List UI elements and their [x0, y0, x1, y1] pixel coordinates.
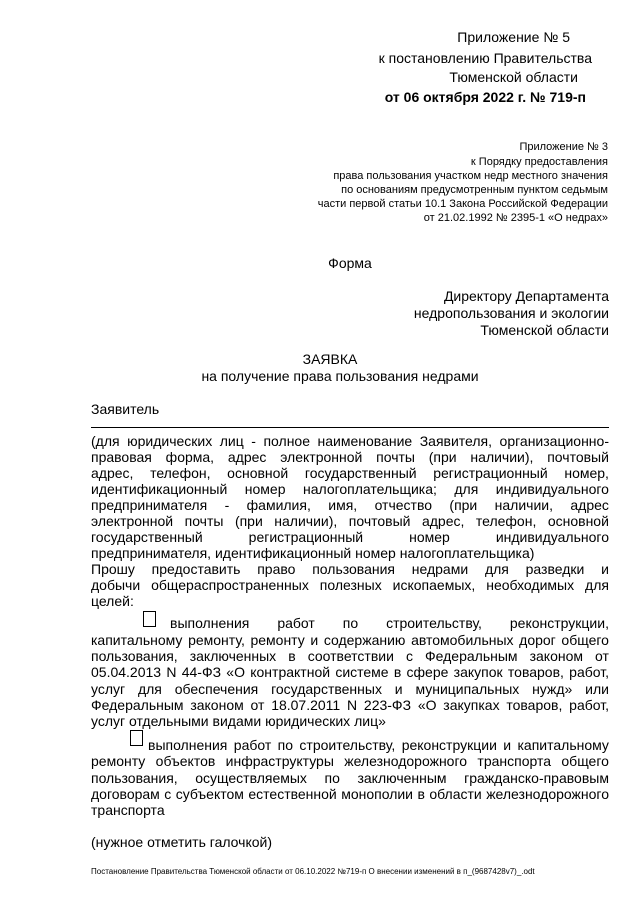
appendix3-line: от 21.02.1992 № 2395-1 «О недрах» — [423, 212, 608, 224]
word: законом — [190, 696, 244, 713]
word: по — [324, 769, 340, 786]
word: индивидуального — [495, 481, 609, 497]
text-line — [91, 561, 609, 577]
text-line — [91, 632, 609, 648]
word: нужд» — [532, 680, 573, 697]
word: отчество — [374, 497, 433, 513]
text-line — [91, 529, 609, 545]
word: услуг — [91, 680, 126, 697]
word: наименование — [317, 433, 413, 449]
word: заключенным — [357, 769, 447, 786]
text-line — [91, 681, 609, 697]
word: в — [417, 786, 425, 802]
word: пользования — [312, 561, 395, 577]
word: адрес — [570, 497, 609, 513]
text-line — [91, 577, 609, 593]
word: субъектом — [175, 786, 244, 802]
word: наличии, — [494, 497, 553, 513]
word: осуществляемых — [195, 769, 307, 786]
word: «О — [417, 696, 437, 713]
word: монополии — [341, 786, 414, 802]
footer-text: Постановление Правительства Тюменской области от 06.10.2022 №719-п О внесении изменений в п_(9687428v7)_.odt — [91, 867, 535, 876]
appendix3-line: по основаниям предусмотренным пунктом седьмым — [341, 184, 608, 196]
word: закупок — [453, 664, 503, 681]
word: капитальному — [517, 737, 609, 753]
word: содержанию — [323, 632, 406, 648]
word: основной — [227, 465, 289, 481]
word: товаров, — [507, 664, 564, 681]
word: разведки — [525, 561, 585, 577]
word: - — [251, 433, 256, 449]
word: закупках — [443, 696, 500, 713]
request-last: целей: — [91, 593, 134, 609]
word: реконструкции, — [509, 615, 609, 631]
word: по — [342, 615, 359, 631]
word: ремонту, — [188, 632, 245, 648]
word: наличии), — [470, 449, 534, 465]
word: строительству, — [386, 615, 482, 631]
word: капитальному — [91, 632, 183, 648]
word: адрес, — [421, 513, 465, 529]
word: обеспечения — [174, 680, 259, 697]
word: выполнения — [170, 615, 250, 631]
text-line — [91, 786, 609, 803]
appendix5-line4: от 06 октября 2022 г. № 719-п — [384, 89, 586, 105]
word: государственный — [91, 529, 203, 545]
word: номер — [409, 529, 450, 545]
word: наличии), — [274, 513, 338, 529]
word: реконструкции — [401, 737, 497, 753]
applicant-label: Заявитель — [91, 401, 160, 417]
text-line — [91, 697, 609, 713]
word: юридических — [127, 433, 213, 449]
word: естественной — [248, 786, 337, 802]
word: (при — [234, 513, 263, 529]
word: с — [164, 786, 172, 802]
word: номер, — [564, 465, 609, 481]
word: ископаемых, — [392, 577, 476, 593]
text-line — [91, 648, 609, 664]
word: муниципальных — [415, 680, 520, 697]
word: области — [429, 786, 482, 802]
word: полезных — [319, 577, 382, 593]
option2-checkbox[interactable] — [130, 730, 143, 746]
word: почтовый — [348, 513, 411, 529]
word: Федеральным — [425, 648, 518, 665]
addressee-line: Директору Департамента — [443, 288, 609, 304]
appendix3-line: части первой статьи 10.1 Закона Российской Федерации — [317, 198, 608, 210]
form-label: Форма — [328, 255, 372, 271]
word: работ — [233, 737, 272, 753]
word: электронной — [280, 449, 363, 465]
word: регистрационный — [248, 529, 364, 545]
text-line — [91, 481, 609, 497]
addressee-line: Тюменской области — [480, 322, 609, 338]
word: и — [394, 680, 403, 697]
check-note: (нужное отметить галочкой) — [91, 834, 273, 850]
word: фамилия, — [246, 497, 311, 513]
word: и — [503, 737, 512, 753]
word: контрактной — [250, 664, 331, 681]
word: железнодорожного — [344, 753, 468, 769]
text-line — [91, 465, 609, 481]
word: выполнения — [148, 737, 228, 753]
word: организационно- — [499, 433, 609, 449]
addressee — [380, 287, 609, 347]
word: 18.07.2011 — [271, 696, 341, 713]
word: право — [257, 561, 296, 577]
text-line — [91, 433, 609, 449]
word: работ — [277, 615, 315, 631]
applicant-input-line[interactable] — [91, 427, 609, 428]
word: налогоплательщика; — [302, 481, 437, 497]
appendix5-line2: к постановлению Правительства — [378, 50, 592, 66]
word: почты — [376, 449, 415, 465]
word: 44-ФЗ — [181, 664, 222, 681]
word: от — [250, 696, 265, 713]
word: адрес — [227, 449, 267, 465]
word: строительству, — [299, 737, 396, 753]
word: и — [601, 561, 609, 577]
word: заключенных — [189, 648, 277, 665]
word: работ, — [569, 696, 609, 713]
word: в — [288, 648, 296, 665]
text-line — [91, 664, 609, 680]
word: транспорта — [477, 753, 552, 769]
document-title: ЗАЯВКА — [302, 351, 358, 367]
text-line — [91, 770, 609, 787]
word: Прошу — [91, 561, 135, 577]
word: «О — [226, 664, 245, 681]
text-line — [91, 753, 609, 770]
word: объектов — [155, 753, 216, 769]
word: инфраструктуры — [225, 753, 334, 769]
word: автомобильных — [411, 632, 514, 648]
word: общего — [561, 753, 609, 769]
text-line — [91, 513, 609, 529]
word: для — [454, 481, 479, 497]
word: Федеральным — [91, 696, 184, 713]
word: законом — [529, 648, 583, 665]
word: правовая — [91, 449, 152, 465]
word: (при — [428, 449, 457, 465]
word: сфере — [406, 664, 449, 681]
word: или — [585, 680, 609, 697]
word: ремонту — [91, 753, 146, 769]
word: почты — [184, 513, 224, 529]
appendix3-header — [250, 140, 608, 230]
word: (при — [449, 497, 478, 513]
word: почтовый — [547, 449, 609, 465]
word: товаров, — [506, 696, 563, 713]
word: государственный — [304, 465, 417, 481]
word: железнодорожного — [486, 786, 609, 802]
word: телефон, — [150, 465, 211, 481]
word: имя, — [328, 497, 358, 513]
word: договорам — [91, 786, 160, 802]
word: государственных — [271, 680, 382, 697]
word: форма, — [165, 449, 215, 465]
word: номер — [244, 481, 286, 497]
word: и — [310, 632, 319, 648]
option2-first-line — [148, 737, 609, 754]
word: N — [166, 664, 177, 681]
word: 223-ФЗ — [363, 696, 412, 713]
text-line — [91, 497, 609, 513]
word: адрес, — [91, 465, 134, 481]
word: работ, — [569, 664, 609, 681]
word: пользования, — [91, 648, 178, 665]
word: для — [484, 561, 509, 577]
option1-checkbox[interactable] — [143, 611, 156, 627]
word: Заявителя, — [419, 433, 493, 449]
appendix5-line1: Приложение № 5 — [457, 29, 570, 45]
word: предоставить — [151, 561, 241, 577]
option1-first-line — [170, 615, 609, 632]
word: 05.04.2013 — [91, 664, 162, 681]
word: общераспространенных — [151, 577, 309, 593]
word: добычи — [91, 577, 141, 593]
word: электронной — [91, 513, 174, 529]
addressee-line: недропользования и экологии — [413, 305, 609, 321]
word: соответствии — [307, 648, 394, 665]
word: регистрационный — [433, 465, 548, 481]
word: недрами — [411, 561, 469, 577]
option2-last: транспорта — [91, 802, 165, 818]
word: необходимых — [486, 577, 575, 593]
word: индивидуального — [495, 529, 609, 545]
word: гражданско-правовым — [464, 769, 609, 786]
word: для — [137, 680, 162, 697]
appendix3-line: Приложение № 3 — [519, 141, 608, 153]
word: ремонту — [250, 632, 305, 648]
word: по — [277, 737, 294, 753]
word: телефон, — [475, 513, 537, 529]
word: от — [595, 648, 609, 665]
word: предпринимателя — [91, 497, 208, 513]
word: дорог — [519, 632, 556, 648]
word: для — [585, 577, 609, 593]
document-subtitle: на получение права пользования недрами — [201, 368, 479, 384]
word: пользования, — [91, 769, 178, 786]
word: общего — [561, 632, 609, 648]
text-line — [91, 449, 609, 465]
applicant-hint-last: предпринимателя, идентификационный номер налогоплательщика) — [91, 545, 535, 561]
word: N — [347, 696, 358, 713]
word: полное — [263, 433, 311, 449]
word: (для — [91, 433, 120, 449]
word: в — [393, 664, 402, 681]
word: системе — [335, 664, 389, 681]
word: с — [405, 648, 413, 665]
appendix3-line: к Порядку предоставления — [470, 156, 608, 168]
word: - — [224, 497, 230, 513]
option1-last: услуг отдельными видами юридических лиц» — [91, 713, 386, 729]
word: лиц — [219, 433, 244, 449]
appendix3-line: права пользования участком недр местного значения — [333, 170, 608, 182]
word: идентификационный — [91, 481, 228, 497]
appendix5-line3: Тюменской области — [449, 69, 578, 85]
word: основной — [547, 513, 609, 529]
